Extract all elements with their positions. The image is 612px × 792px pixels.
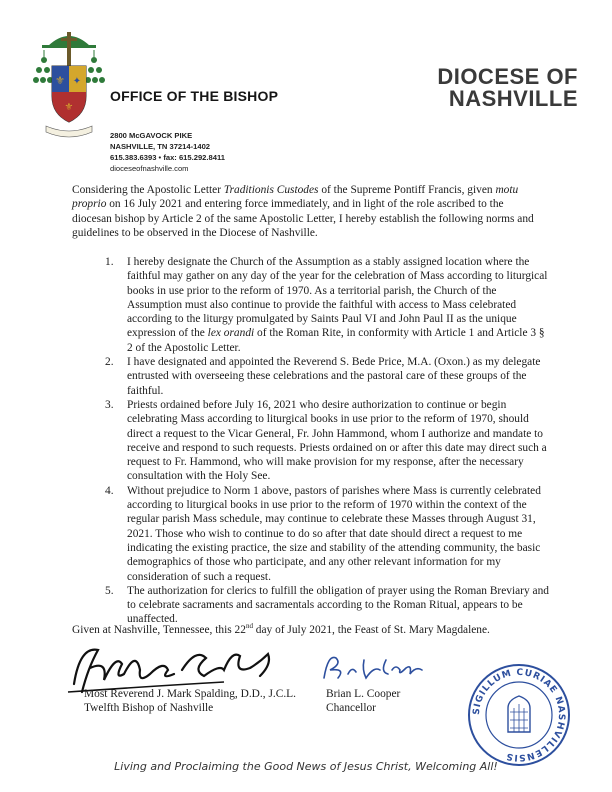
norm-number: 2. xyxy=(105,356,114,369)
chancellor-title: Chancellor xyxy=(326,702,376,714)
chancellor-name: Brian L. Cooper xyxy=(326,688,401,700)
dated-line xyxy=(72,619,552,637)
address-block xyxy=(110,130,225,174)
address-street: 2800 McGAVOCK PIKE xyxy=(110,131,193,140)
intro-text-a: Considering the Apostolic Letter xyxy=(72,184,224,196)
norm-number: 1. xyxy=(105,256,114,268)
bishop-signature-block xyxy=(84,687,296,715)
norm-number: 5. xyxy=(105,584,114,597)
intro-paragraph xyxy=(72,183,544,240)
norm-number: 3. xyxy=(105,398,114,411)
norm-item xyxy=(72,255,552,355)
bishop-title: Twelfth Bishop of Nashville xyxy=(84,702,214,714)
norm-item xyxy=(72,398,552,484)
norms-list xyxy=(72,255,552,627)
bishop-name: Most Reverend J. Mark Spalding, D.D., J.C.L. xyxy=(84,688,296,700)
diocese-name-line2: NASHVILLE xyxy=(448,86,578,111)
office-title: OFFICE OF THE BISHOP xyxy=(110,88,279,104)
norm-text: The authorization for clerics to fulfill the obligation of prayer using the Roman Breviary and to celebrate sacraments and sacramentals according to the Roman Ritual, appears to be unaffected. xyxy=(127,584,549,626)
chancellor-signature-icon xyxy=(318,648,428,688)
svg-text:⚜: ⚜ xyxy=(55,74,65,87)
seal-inscription: SIGILLUM CURIAE NASHVILLENSIS xyxy=(471,667,567,763)
coat-of-arms-icon xyxy=(30,26,108,142)
norm-text: I have designated and appointed the Reverend S. Bede Price, M.A. (Oxon.) as my delegate entrusted with overseeing these celebrations and the pastoral care of these groups of the faithful. xyxy=(127,356,541,397)
address-website: dioceseofnashville.com xyxy=(110,164,189,173)
svg-text:⚜: ⚜ xyxy=(64,102,74,113)
norm-item xyxy=(72,484,552,584)
curia-seal-icon xyxy=(466,662,572,768)
address-city: NASHVILLE, TN 37214-1402 xyxy=(110,142,211,151)
chancellor-signature-block xyxy=(326,687,400,715)
diocese-name-line1: DIOCESE OF xyxy=(437,64,578,89)
norm-text: Priests ordained before July 16, 2021 who desire authorization to continue or begin celebrating Mass according to liturgical books in use prior to the reform of 1970, should direct a request to the Vicar General, Fr. John Hammond, whom I authorize and mandate to receive and respond to such requests. Priests ordained on or after this date may direct such a request to Fr. Hammond, who will make provision for my response, after the necessary consultation with the Holy See. xyxy=(127,398,547,483)
intro-motu-proprio: motu proprio xyxy=(72,184,519,211)
footer-motto: Living and Proclaiming the Good News of Jesus Christ, Welcoming All! xyxy=(114,760,498,773)
intro-text-c: on 16 July 2021 and entering force immediately, and in light of the role ascribed to the diocesan bishop by Article 2 of the same Apostolic Letter, I hereby establish the following norms and guidelines to be observed in the Diocese of Nashville. xyxy=(72,198,534,239)
norm-text: of the Roman Rite, in conformity with Article 1 and Article 3 § 2 of the Apostolic Letter. xyxy=(127,327,545,354)
intro-letter-title: Traditionis Custodes xyxy=(223,184,319,196)
norm-text-italic: lex orandi xyxy=(207,327,255,340)
intro-text-b: of the Supreme Pontiff Francis, given xyxy=(318,184,496,196)
dated-text-a: Given at Nashville, Tennessee, this 22 xyxy=(72,623,246,636)
norm-item xyxy=(72,355,552,398)
norm-text: I hereby designate the Church of the Assumption as a stably assigned location where the faithful may gather on any day of the year for the celebration of Mass according to liturgical books in use prior to the reform of 1970. As a territorial parish, the Church of the Assumption must also continue to provide the faithful with access to Mass celebrated according to the liturgy promulgated by Saints Paul VI and John Paul II as the unique expression of the xyxy=(127,256,548,340)
dated-ordinal: nd xyxy=(245,622,253,630)
address-phone: 615.383.6393 • fax: 615.292.8411 xyxy=(110,153,225,162)
svg-text:✦: ✦ xyxy=(72,76,82,87)
norm-text: Without prejudice to Norm 1 above, pastors of parishes where Mass is currently celebrated according to liturgical books in use prior to the reform of 1970 within the context of the regular parish Mass schedule, may continue to celebrate these Masses through August 31, 2021. Those who wish to continue to do so after that date should direct a request to me indicating the existing practice, the size and stability of the attending community, the basic demographics of those who participate, and any other relevant information for my consideration of such a request. xyxy=(127,484,541,583)
diocese-name xyxy=(437,66,578,110)
norm-number: 4. xyxy=(105,484,114,497)
dated-text-b: day of July 2021, the Feast of St. Mary Magdalene. xyxy=(252,623,490,636)
